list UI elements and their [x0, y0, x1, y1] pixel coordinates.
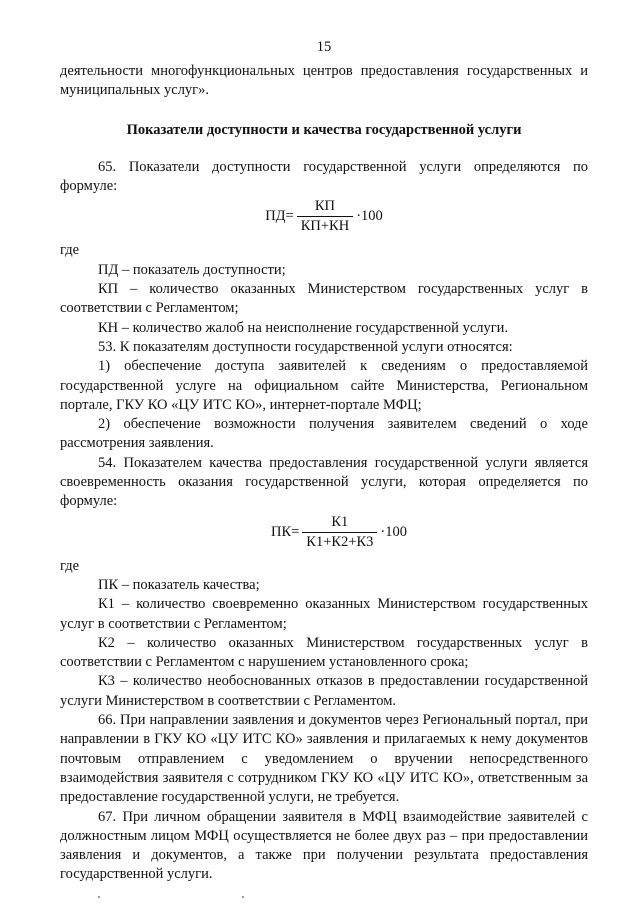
paragraph-53: 53. К показателям доступности государственной услуги относятся: [98, 338, 513, 355]
scan-artifact [242, 896, 244, 898]
scan-artifact [98, 896, 100, 898]
paragraph-54: 54. Показателем качества предоставления государственной услуги является своевременность оказания государственной услуги, которая определяется по формуле: [60, 454, 588, 510]
formula-availability [60, 198, 588, 235]
definition-kp: КП – количество оказанных Министерством государственных услуг в соответствии с Регламентом; [60, 281, 588, 317]
definition-pd: ПД – показатель доступности; [98, 261, 286, 278]
formula-denominator: КП+КН [297, 216, 353, 235]
formula-rhs: ·100 [380, 523, 408, 540]
formula-fraction [302, 514, 377, 551]
formula-rhs: ·100 [356, 208, 383, 225]
paragraph-53-item-1: 1) обеспечение доступа заявителей к сведениям о предоставляемой государственной услуге на официальном сайте Министерства, Региональном портале, ГКУ КО «ЦУ ИТС КО», интернет-портале МФЦ; [60, 358, 588, 413]
definition-k2: К2 – количество оказанных Министерством государственных услуг в соответствии с Регламентом с нарушением установленного срока; [60, 634, 588, 671]
document-page [60, 38, 588, 885]
definition-kn: КН – количество жалоб на неисполнение государственной услуги. [98, 319, 509, 336]
definition-pk: ПК – показатель качества; [98, 576, 260, 593]
formula-denominator: К1+К2+К3 [302, 532, 377, 551]
formula-lhs: ПК= [270, 523, 300, 540]
definition-k3: К3 – количество необоснованных отказов в предоставлении государственной услуги Министерством в соответствии с Регламентом. [60, 673, 588, 709]
where-label: где [60, 557, 80, 574]
paragraph-66: 66. При направлении заявления и документов через Региональный портал, при направлении в ГКУ КО «ЦУ ИТС КО» заявления и прилагаемых к нему документов почтовым отправлением с уведомлением о вручении непосредственного взаимодействия заявителя с сотрудником ГКУ КО «ЦУ ИТС КО», ответственным за предоставление государственной услуги, не требуется. [60, 712, 588, 806]
formula-numerator: КП [314, 198, 336, 215]
paragraph-67: 67. При личном обращении заявителя в МФЦ взаимодействие заявителей с должностным лицом МФЦ осуществляется не более двух раз – при предоставлении заявления и документов, а также при получении результата предоставления государственной услуги. [60, 808, 588, 883]
definition-k1: К1 – количество своевременно оказанных Министерством государственных услуг в соответствии с Регламентом; [60, 596, 588, 632]
paragraph-53-item-2: 2) обеспечение возможности получения заявителем сведений о ходе рассмотрения заявления. [60, 416, 588, 452]
paragraph-intro: деятельности многофункциональных центров предоставления государственных и муниципальных услуг». [60, 63, 588, 99]
page-number: 15 [316, 39, 332, 55]
formula-numerator: К1 [331, 513, 349, 530]
section-heading: Показатели доступности и качества государственной услуги [126, 121, 522, 138]
formula-fraction [297, 198, 353, 235]
formula-quality [90, 514, 588, 551]
paragraph-65: 65. Показатели доступности государственной услуги определяются по формуле: [60, 158, 588, 195]
where-label: где [60, 242, 80, 259]
formula-lhs: ПД= [265, 208, 294, 225]
